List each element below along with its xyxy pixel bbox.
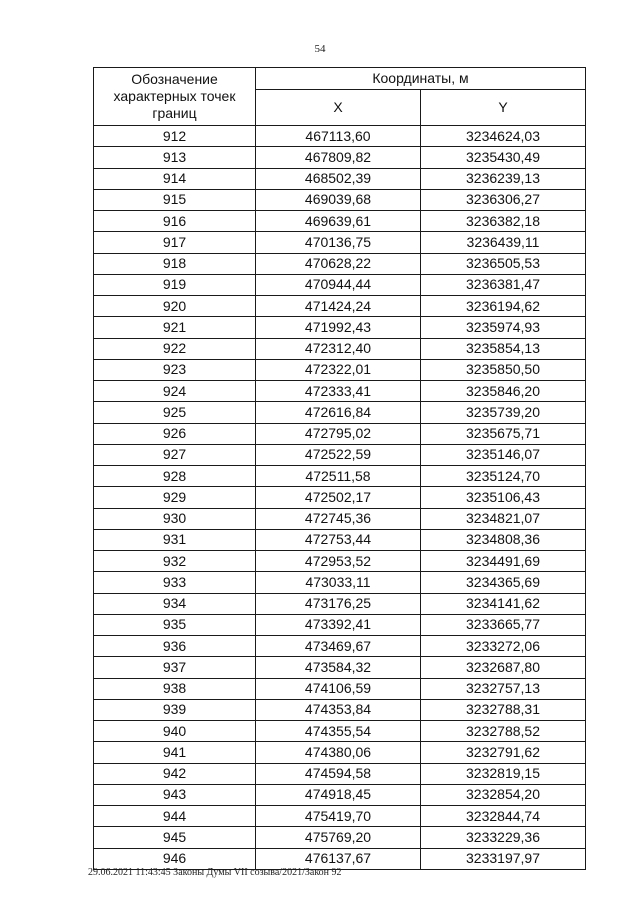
cell-point: 936 — [94, 636, 256, 657]
cell-y: 3234808,36 — [421, 529, 586, 550]
cell-y: 3234624,03 — [421, 126, 586, 147]
table-row — [94, 359, 586, 380]
cell-point: 939 — [94, 699, 256, 720]
table-row — [94, 657, 586, 678]
cell-y: 3236381,47 — [421, 274, 586, 295]
table-row — [94, 402, 586, 423]
table-row — [94, 487, 586, 508]
cell-point: 923 — [94, 359, 256, 380]
cell-point: 943 — [94, 784, 256, 805]
table-row — [94, 806, 586, 827]
cell-x: 473584,32 — [256, 657, 421, 678]
cell-point: 921 — [94, 317, 256, 338]
table-header — [94, 68, 586, 126]
cell-y: 3235146,07 — [421, 444, 586, 465]
table-row — [94, 296, 586, 317]
table-row — [94, 614, 586, 635]
cell-y: 3235675,71 — [421, 423, 586, 444]
cell-x: 474353,84 — [256, 699, 421, 720]
table-row — [94, 721, 586, 742]
cell-point: 940 — [94, 721, 256, 742]
cell-x: 476137,67 — [256, 848, 421, 869]
table-row — [94, 551, 586, 572]
cell-point: 928 — [94, 466, 256, 487]
cell-y: 3233197,97 — [421, 848, 586, 869]
table-row — [94, 317, 586, 338]
cell-point: 929 — [94, 487, 256, 508]
cell-x: 468502,39 — [256, 168, 421, 189]
cell-x: 472322,01 — [256, 359, 421, 380]
table-row — [94, 232, 586, 253]
cell-point: 930 — [94, 508, 256, 529]
cell-x: 470944,44 — [256, 274, 421, 295]
cell-y: 3233272,06 — [421, 636, 586, 657]
cell-point: 924 — [94, 381, 256, 402]
cell-x: 475769,20 — [256, 827, 421, 848]
cell-point: 942 — [94, 763, 256, 784]
table-row — [94, 508, 586, 529]
cell-x: 474106,59 — [256, 678, 421, 699]
footer-stamp: 29.06.2021 11:43:45 Законы Думы VII созыва/2021/Закон 92 — [88, 867, 342, 878]
cell-x: 470628,22 — [256, 253, 421, 274]
cell-x: 472333,41 — [256, 381, 421, 402]
cell-point: 913 — [94, 147, 256, 168]
cell-point: 932 — [94, 551, 256, 572]
cell-y: 3235854,13 — [421, 338, 586, 359]
cell-y: 3232844,74 — [421, 806, 586, 827]
cell-x: 474380,06 — [256, 742, 421, 763]
table-row — [94, 381, 586, 402]
cell-y: 3234365,69 — [421, 572, 586, 593]
cell-x: 467113,60 — [256, 126, 421, 147]
cell-x: 472616,84 — [256, 402, 421, 423]
table-row — [94, 678, 586, 699]
table-row — [94, 742, 586, 763]
cell-point: 944 — [94, 806, 256, 827]
cell-x: 471992,43 — [256, 317, 421, 338]
cell-point: 912 — [94, 126, 256, 147]
cell-x: 472745,36 — [256, 508, 421, 529]
table-body — [94, 126, 586, 870]
cell-x: 473176,25 — [256, 593, 421, 614]
table-row — [94, 763, 586, 784]
cell-y: 3236505,53 — [421, 253, 586, 274]
table-row — [94, 572, 586, 593]
table-row — [94, 274, 586, 295]
cell-y: 3232819,15 — [421, 763, 586, 784]
cell-x: 473392,41 — [256, 614, 421, 635]
cell-y: 3235430,49 — [421, 147, 586, 168]
cell-point: 933 — [94, 572, 256, 593]
cell-x: 471424,24 — [256, 296, 421, 317]
cell-point: 941 — [94, 742, 256, 763]
cell-point: 918 — [94, 253, 256, 274]
cell-x: 472753,44 — [256, 529, 421, 550]
cell-x: 474594,58 — [256, 763, 421, 784]
table-row — [94, 126, 586, 147]
cell-y: 3232757,13 — [421, 678, 586, 699]
cell-y: 3235846,20 — [421, 381, 586, 402]
cell-x: 472511,58 — [256, 466, 421, 487]
header-coordinates: Координаты, м — [256, 68, 586, 90]
cell-x: 469639,61 — [256, 211, 421, 232]
cell-point: 934 — [94, 593, 256, 614]
cell-x: 470136,75 — [256, 232, 421, 253]
table-row — [94, 529, 586, 550]
cell-point: 914 — [94, 168, 256, 189]
cell-point: 922 — [94, 338, 256, 359]
cell-x: 469039,68 — [256, 189, 421, 210]
table-row — [94, 636, 586, 657]
cell-point: 937 — [94, 657, 256, 678]
header-y: Y — [421, 90, 586, 126]
cell-x: 475419,70 — [256, 806, 421, 827]
cell-x: 473033,11 — [256, 572, 421, 593]
cell-y: 3232687,80 — [421, 657, 586, 678]
table-row — [94, 466, 586, 487]
cell-point: 927 — [94, 444, 256, 465]
cell-x: 472522,59 — [256, 444, 421, 465]
cell-x: 472953,52 — [256, 551, 421, 572]
table-row — [94, 253, 586, 274]
cell-x: 474355,54 — [256, 721, 421, 742]
table-row — [94, 699, 586, 720]
cell-y: 3236439,11 — [421, 232, 586, 253]
cell-point: 945 — [94, 827, 256, 848]
cell-y: 3234141,62 — [421, 593, 586, 614]
cell-y: 3235850,50 — [421, 359, 586, 380]
cell-point: 946 — [94, 848, 256, 869]
cell-point: 926 — [94, 423, 256, 444]
cell-x: 474918,45 — [256, 784, 421, 805]
cell-point: 915 — [94, 189, 256, 210]
cell-point: 925 — [94, 402, 256, 423]
cell-point: 916 — [94, 211, 256, 232]
cell-point: 931 — [94, 529, 256, 550]
cell-y: 3233665,77 — [421, 614, 586, 635]
cell-y: 3235106,43 — [421, 487, 586, 508]
cell-y: 3235124,70 — [421, 466, 586, 487]
table-row — [94, 147, 586, 168]
table-row — [94, 338, 586, 359]
cell-y: 3232791,62 — [421, 742, 586, 763]
cell-x: 473469,67 — [256, 636, 421, 657]
cell-y: 3232854,20 — [421, 784, 586, 805]
cell-y: 3232788,31 — [421, 699, 586, 720]
cell-x: 472502,17 — [256, 487, 421, 508]
cell-point: 935 — [94, 614, 256, 635]
cell-y: 3235739,20 — [421, 402, 586, 423]
cell-y: 3236306,27 — [421, 189, 586, 210]
coordinates-table — [93, 67, 586, 870]
header-x: X — [256, 90, 421, 126]
table-row — [94, 784, 586, 805]
page-number: 54 — [314, 43, 326, 55]
table-row — [94, 593, 586, 614]
cell-point: 938 — [94, 678, 256, 699]
cell-x: 472795,02 — [256, 423, 421, 444]
cell-point: 919 — [94, 274, 256, 295]
cell-y: 3236239,13 — [421, 168, 586, 189]
table-row — [94, 444, 586, 465]
table-row — [94, 211, 586, 232]
cell-y: 3233229,36 — [421, 827, 586, 848]
table-row — [94, 168, 586, 189]
table-row — [94, 827, 586, 848]
cell-point: 920 — [94, 296, 256, 317]
cell-y: 3234491,69 — [421, 551, 586, 572]
cell-y: 3235974,93 — [421, 317, 586, 338]
cell-x: 467809,82 — [256, 147, 421, 168]
cell-x: 472312,40 — [256, 338, 421, 359]
cell-y: 3236382,18 — [421, 211, 586, 232]
table-row — [94, 423, 586, 444]
cell-point: 917 — [94, 232, 256, 253]
header-point-designation: Обозначение характерных точек границ — [94, 68, 256, 126]
cell-y: 3234821,07 — [421, 508, 586, 529]
cell-y: 3232788,52 — [421, 721, 586, 742]
table-row — [94, 189, 586, 210]
cell-y: 3236194,62 — [421, 296, 586, 317]
